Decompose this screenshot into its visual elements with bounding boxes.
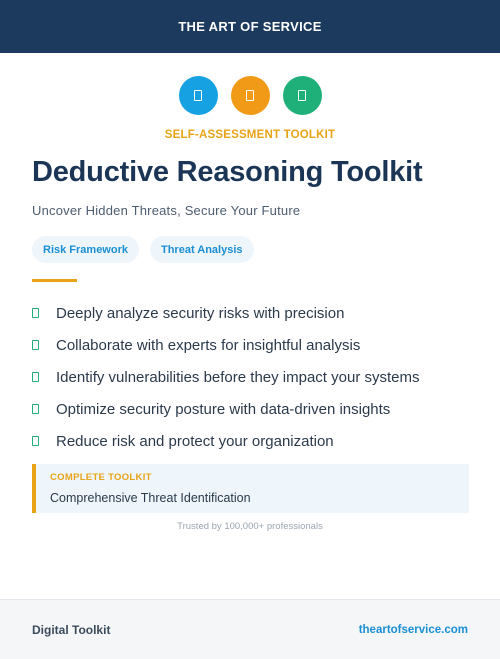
feature-item: [32, 361, 472, 393]
feature-text: Deeply analyze security risks with precision: [56, 304, 345, 322]
accent-divider: [32, 279, 77, 282]
icon-row: [0, 76, 500, 115]
feature-item: [32, 329, 472, 361]
check-icon: [32, 436, 39, 446]
page-subtitle: Uncover Hidden Threats, Secure Your Future: [32, 203, 301, 218]
feature-text: Identify vulnerabilities before they impact your systems: [56, 368, 420, 386]
toolkit-callout: [32, 464, 469, 513]
page-title: Deductive Reasoning Toolkit: [32, 156, 423, 188]
feature-item: [32, 393, 472, 425]
kicker-label: SELF-ASSESSMENT TOOLKIT: [164, 129, 336, 141]
check-icon: [32, 308, 39, 318]
doc-icon-green: [283, 76, 322, 115]
feature-list: [32, 297, 472, 457]
check-icon: [32, 404, 39, 414]
tag-threat-analysis: Threat Analysis: [150, 236, 254, 263]
trusted-note: Trusted by 100,000+ professionals: [177, 521, 323, 532]
document-icon: [194, 90, 202, 101]
check-icon: [32, 340, 39, 350]
check-icon: [32, 372, 39, 382]
doc-icon-orange: [231, 76, 270, 115]
document-icon: [298, 90, 306, 101]
feature-text: Reduce risk and protect your organization: [56, 432, 334, 450]
doc-icon-blue: [179, 76, 218, 115]
footer-bar: [0, 599, 500, 659]
callout-label: COMPLETE TOOLKIT: [50, 472, 152, 483]
header-bar: [0, 0, 500, 53]
brand-name: THE ART OF SERVICE: [178, 19, 322, 34]
feature-item: [32, 425, 472, 457]
tag-list: [32, 236, 254, 263]
feature-text: Optimize security posture with data-driven insights: [56, 400, 391, 418]
feature-text: Collaborate with experts for insightful analysis: [56, 336, 361, 354]
footer-label: Digital Toolkit: [32, 622, 111, 637]
tag-risk-framework: Risk Framework: [32, 236, 139, 263]
callout-text: Comprehensive Threat Identification: [50, 491, 251, 505]
feature-item: [32, 297, 472, 329]
document-icon: [246, 90, 254, 101]
footer-website-link[interactable]: theartofservice.com: [358, 623, 468, 636]
